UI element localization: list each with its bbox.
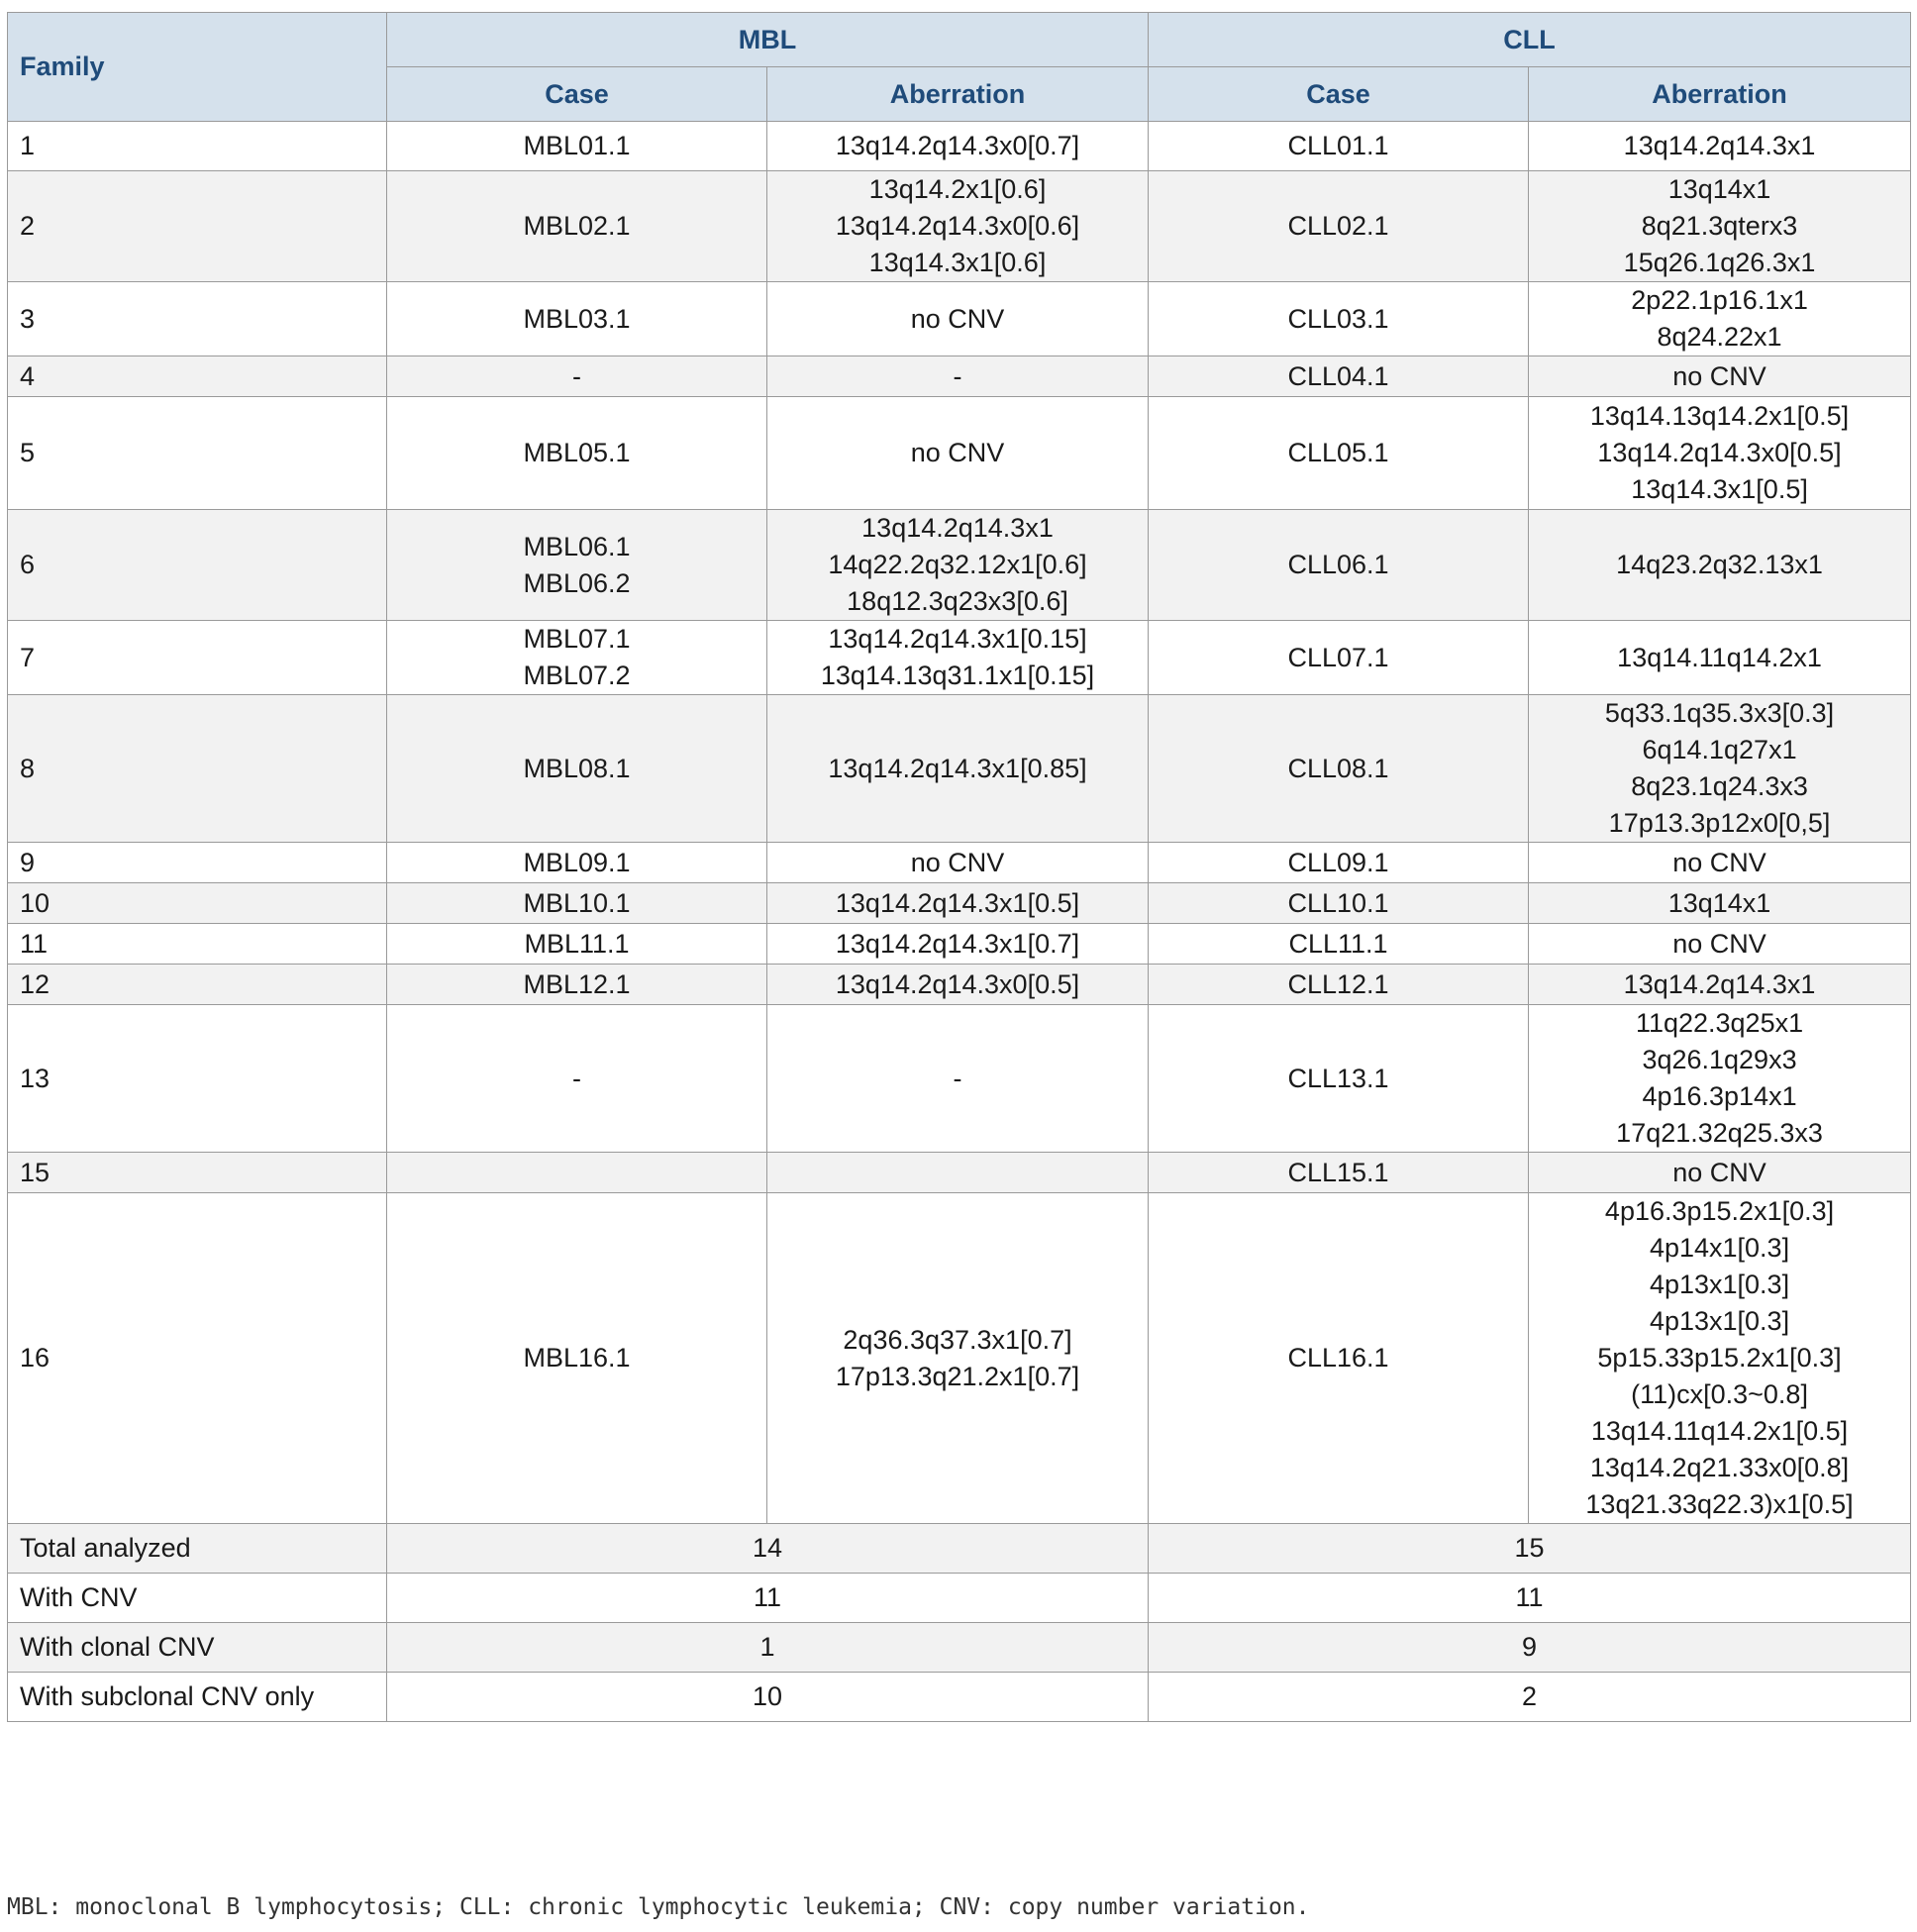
- mbl-aberration-cell-line: 18q12.3q23x3[0.6]: [847, 586, 1068, 616]
- table-body: [8, 122, 1911, 1722]
- cll-case-cell-line: CLL15.1: [1287, 1157, 1389, 1187]
- cll-aberration-cell: [1529, 171, 1911, 282]
- cll-aberration-cell-line: 13q14.13q14.2x1[0.5]: [1589, 401, 1850, 431]
- cll-aberration-cell-line: no CNV: [1672, 928, 1766, 959]
- table-row: [8, 695, 1911, 843]
- cll-aberration-cell-line: 2p22.1p16.1x1: [1631, 285, 1808, 315]
- cll-case-cell-line: CLL06.1: [1287, 550, 1389, 579]
- table-row: [8, 356, 1911, 397]
- table-row: [8, 1005, 1911, 1153]
- cll-aberration-cell: [1529, 1193, 1911, 1524]
- family-cell: 15: [8, 1153, 387, 1193]
- mbl-aberration-cell-line: no CNV: [910, 438, 1005, 467]
- table-row: [8, 122, 1911, 171]
- mbl-case-cell-line: MBL07.1: [523, 624, 631, 654]
- cll-aberration-cell: [1529, 695, 1911, 843]
- summary-label: With clonal CNV: [8, 1623, 387, 1673]
- family-cell: 9: [8, 843, 387, 883]
- cll-aberration-cell: [1529, 1153, 1911, 1193]
- cll-aberration-cell: [1529, 883, 1911, 924]
- cll-aberration-cell-line: 13q21.33q22.3)x1[0.5]: [1585, 1489, 1854, 1519]
- cll-case-cell: [1149, 1153, 1529, 1193]
- mbl-aberration-cell-line: no CNV: [910, 847, 1005, 877]
- mbl-aberration-cell: [767, 621, 1149, 695]
- mbl-case-cell-line: MBL07.2: [523, 661, 631, 690]
- mbl-case-cell: [387, 397, 767, 510]
- family-cell: 12: [8, 965, 387, 1005]
- mbl-case-cell: [387, 510, 767, 621]
- cll-case-cell: [1149, 843, 1529, 883]
- family-cell: 1: [8, 122, 387, 171]
- mbl-case-cell-line: MBL02.1: [523, 211, 631, 241]
- mbl-case-cell: [387, 1193, 767, 1524]
- table-row: [8, 1153, 1911, 1193]
- table-row: [8, 1193, 1911, 1524]
- mbl-aberration-cell: [767, 510, 1149, 621]
- mbl-aberration-cell-line: -: [953, 1063, 962, 1093]
- cll-aberration-cell-line: (11)cx[0.3~0.8]: [1631, 1379, 1808, 1409]
- header-cll-case: Case: [1149, 67, 1529, 122]
- table-row: [8, 843, 1911, 883]
- mbl-case-cell: [387, 621, 767, 695]
- cll-aberration-cell-line: 15q26.1q26.3x1: [1623, 248, 1816, 277]
- table-row: [8, 282, 1911, 356]
- summary-cll-value: 9: [1149, 1623, 1911, 1673]
- family-cell: 10: [8, 883, 387, 924]
- summary-cll-value: 11: [1149, 1574, 1911, 1623]
- cll-aberration-cell-line: no CNV: [1672, 1157, 1766, 1187]
- cll-aberration-cell-line: 13q14.2q21.33x0[0.8]: [1589, 1453, 1850, 1482]
- mbl-aberration-cell: [767, 965, 1149, 1005]
- mbl-aberration-cell-line: 13q14.2x1[0.6]: [868, 174, 1047, 204]
- summary-row: [8, 1574, 1911, 1623]
- cll-aberration-cell-line: 4p14x1[0.3]: [1649, 1233, 1790, 1263]
- header-family: Family: [8, 13, 387, 122]
- cll-aberration-cell-line: 5q33.1q35.3x3[0.3]: [1604, 698, 1835, 728]
- cll-aberration-cell: [1529, 356, 1911, 397]
- mbl-aberration-cell-line: 13q14.2q14.3x0[0.5]: [835, 968, 1080, 999]
- mbl-case-cell: [387, 883, 767, 924]
- cll-aberration-cell: [1529, 843, 1911, 883]
- cll-aberration-cell-line: 4p16.3p15.2x1[0.3]: [1604, 1196, 1835, 1226]
- cll-aberration-cell-line: 13q14.2q14.3x1: [1623, 968, 1816, 999]
- header-cll-aberration: Aberration: [1529, 67, 1911, 122]
- summary-row: [8, 1673, 1911, 1722]
- family-cell: 11: [8, 924, 387, 965]
- cll-case-cell: [1149, 924, 1529, 965]
- mbl-case-cell: [387, 282, 767, 356]
- cll-aberration-cell-line: 13q14.2q14.3x1: [1623, 131, 1816, 160]
- cll-case-cell: [1149, 171, 1529, 282]
- mbl-case-cell-line: -: [572, 1063, 581, 1093]
- mbl-case-cell-line: MBL03.1: [523, 303, 631, 334]
- summary-row: [8, 1524, 1911, 1574]
- cll-case-cell-line: CLL10.1: [1287, 887, 1389, 918]
- family-cell: 7: [8, 621, 387, 695]
- family-cell: 2: [8, 171, 387, 282]
- summary-label: With CNV: [8, 1574, 387, 1623]
- cll-aberration-cell: [1529, 397, 1911, 510]
- cll-aberration-cell-line: 3q26.1q29x3: [1642, 1045, 1797, 1074]
- mbl-case-cell: [387, 1153, 767, 1193]
- header-mbl-case: Case: [387, 67, 767, 122]
- cll-aberration-cell: [1529, 510, 1911, 621]
- cll-aberration-cell-line: 11q22.3q25x1: [1635, 1008, 1804, 1038]
- summary-mbl-value: 1: [387, 1623, 1149, 1673]
- mbl-case-cell-line: MBL06.1: [523, 531, 631, 561]
- mbl-aberration-cell-line: 13q14.2q14.3x1[0.85]: [828, 753, 1087, 783]
- mbl-aberration-cell-line: -: [953, 360, 962, 391]
- cll-case-cell: [1149, 695, 1529, 843]
- cll-case-cell: [1149, 282, 1529, 356]
- mbl-aberration-cell: [767, 122, 1149, 171]
- family-cell: 3: [8, 282, 387, 356]
- family-cell: 4: [8, 356, 387, 397]
- mbl-case-cell-line: MBL16.1: [523, 1343, 631, 1373]
- mbl-aberration-cell: [767, 695, 1149, 843]
- family-cell: 16: [8, 1193, 387, 1524]
- mbl-aberration-cell-line: 13q14.2q14.3x1: [861, 513, 1054, 543]
- mbl-aberration-cell-line: no CNV: [910, 303, 1005, 334]
- mbl-aberration-cell: [767, 883, 1149, 924]
- table-row: [8, 171, 1911, 282]
- cll-aberration-cell-line: 13q14.3x1[0.5]: [1631, 474, 1808, 504]
- summary-row: [8, 1623, 1911, 1673]
- header-cll: CLL: [1149, 13, 1911, 67]
- cll-aberration-cell-line: 17q21.32q25.3x3: [1616, 1118, 1823, 1148]
- cll-case-cell-line: CLL05.1: [1287, 438, 1389, 467]
- mbl-case-cell-line: MBL05.1: [523, 438, 631, 467]
- cll-case-cell-line: CLL09.1: [1287, 847, 1389, 877]
- mbl-aberration-cell: [767, 171, 1149, 282]
- mbl-aberration-cell: [767, 843, 1149, 883]
- cll-aberration-cell-line: 8q24.22x1: [1657, 322, 1782, 352]
- header-mbl-aberration: Aberration: [767, 67, 1149, 122]
- cll-case-cell-line: CLL16.1: [1287, 1343, 1389, 1373]
- mbl-case-cell: [387, 356, 767, 397]
- cll-case-cell-line: CLL11.1: [1288, 928, 1388, 959]
- mbl-aberration-cell-line: 17p13.3q21.2x1[0.7]: [835, 1361, 1080, 1391]
- cll-aberration-cell-line: 13q14.11q14.2x1[0.5]: [1590, 1416, 1849, 1446]
- mbl-case-cell-line: MBL08.1: [523, 753, 631, 783]
- cll-case-cell: [1149, 1005, 1529, 1153]
- mbl-aberration-cell-line: 13q14.2q14.3x1[0.15]: [828, 624, 1087, 654]
- table-row: [8, 510, 1911, 621]
- cll-case-cell: [1149, 510, 1529, 621]
- table-row: [8, 397, 1911, 510]
- family-cell: 13: [8, 1005, 387, 1153]
- cll-aberration-cell: [1529, 282, 1911, 356]
- mbl-case-cell-line: MBL01.1: [523, 131, 631, 160]
- cll-case-cell-line: CLL04.1: [1287, 360, 1389, 391]
- cll-case-cell-line: CLL03.1: [1287, 303, 1389, 334]
- cll-case-cell-line: CLL12.1: [1287, 968, 1389, 999]
- mbl-case-cell: [387, 122, 767, 171]
- cll-aberration-cell-line: 13q14.2q14.3x0[0.5]: [1597, 438, 1842, 467]
- mbl-aberration-cell-line: 13q14.3x1[0.6]: [868, 248, 1047, 277]
- mbl-case-cell: [387, 695, 767, 843]
- cll-case-cell-line: CLL13.1: [1287, 1063, 1389, 1093]
- mbl-aberration-cell-line: 14q22.2q32.12x1[0.6]: [828, 550, 1087, 579]
- cll-aberration-cell-line: 4p16.3p14x1: [1642, 1081, 1797, 1111]
- cll-aberration-cell: [1529, 965, 1911, 1005]
- cll-case-cell-line: CLL02.1: [1287, 211, 1389, 241]
- cll-aberration-cell-line: 13q14x1: [1667, 174, 1771, 204]
- family-cell: 6: [8, 510, 387, 621]
- cll-aberration-cell-line: 13q14.11q14.2x1: [1617, 642, 1822, 672]
- summary-cll-value: 2: [1149, 1673, 1911, 1722]
- cll-aberration-cell-line: 8q21.3qterx3: [1641, 211, 1798, 241]
- mbl-case-cell: [387, 1005, 767, 1153]
- cll-aberration-cell-line: 4p13x1[0.3]: [1649, 1306, 1790, 1336]
- mbl-aberration-cell: [767, 1153, 1149, 1193]
- mbl-case-cell-line: MBL11.1: [524, 928, 630, 959]
- cnv-table: [7, 12, 1911, 1722]
- cll-aberration-cell: [1529, 122, 1911, 171]
- mbl-case-cell-line: -: [572, 360, 581, 391]
- summary-mbl-value: 10: [387, 1673, 1149, 1722]
- mbl-aberration-cell-line: 13q14.2q14.3x1[0.5]: [835, 887, 1080, 918]
- cll-case-cell: [1149, 122, 1529, 171]
- mbl-aberration-cell: [767, 1005, 1149, 1153]
- cll-aberration-cell-line: 6q14.1q27x1: [1642, 735, 1797, 764]
- cll-case-cell: [1149, 965, 1529, 1005]
- summary-mbl-value: 14: [387, 1524, 1149, 1574]
- cll-case-cell-line: CLL08.1: [1287, 753, 1389, 783]
- cll-case-cell: [1149, 883, 1529, 924]
- cll-case-cell: [1149, 397, 1529, 510]
- cll-aberration-cell-line: 8q23.1q24.3x3: [1631, 771, 1808, 801]
- mbl-aberration-cell: [767, 397, 1149, 510]
- mbl-case-cell: [387, 924, 767, 965]
- cll-aberration-cell-line: 14q23.2q32.13x1: [1616, 550, 1823, 579]
- mbl-case-cell-line: MBL06.2: [523, 567, 631, 598]
- family-cell: 8: [8, 695, 387, 843]
- mbl-case-cell: [387, 965, 767, 1005]
- mbl-aberration-cell-line: 13q14.2q14.3x1[0.7]: [835, 928, 1080, 959]
- cll-case-cell: [1149, 1193, 1529, 1524]
- mbl-aberration-cell-line: 13q14.2q14.3x0[0.7]: [835, 131, 1080, 160]
- mbl-aberration-cell-line: 13q14.2q14.3x0[0.6]: [835, 211, 1080, 241]
- cll-aberration-cell-line: 5p15.33p15.2x1[0.3]: [1597, 1343, 1842, 1373]
- cll-aberration-cell-line: 17p13.3p12x0[0,5]: [1608, 808, 1831, 838]
- mbl-aberration-cell-line: 2q36.3q37.3x1[0.7]: [843, 1324, 1072, 1355]
- table-row: [8, 965, 1911, 1005]
- footnote: MBL: monoclonal B lymphocytosis; CLL: chronic lymphocytic leukemia; CNV: copy number variation.: [7, 1894, 1310, 1920]
- mbl-aberration-cell: [767, 282, 1149, 356]
- cll-aberration-cell: [1529, 1005, 1911, 1153]
- cll-aberration-cell-line: 13q14x1: [1667, 887, 1771, 918]
- mbl-case-cell-line: MBL09.1: [523, 847, 631, 877]
- summary-label: With subclonal CNV only: [8, 1673, 387, 1722]
- cll-aberration-cell: [1529, 924, 1911, 965]
- cll-aberration-cell-line: 4p13x1[0.3]: [1649, 1270, 1790, 1299]
- mbl-case-cell: [387, 843, 767, 883]
- summary-label: Total analyzed: [8, 1524, 387, 1574]
- cll-case-cell-line: CLL01.1: [1287, 131, 1389, 160]
- mbl-aberration-cell: [767, 1193, 1149, 1524]
- cll-aberration-cell-line: no CNV: [1672, 847, 1766, 877]
- summary-mbl-value: 11: [387, 1574, 1149, 1623]
- table-row: [8, 621, 1911, 695]
- mbl-aberration-cell-line: 13q14.13q31.1x1[0.15]: [820, 661, 1095, 690]
- summary-cll-value: 15: [1149, 1524, 1911, 1574]
- table-row: [8, 924, 1911, 965]
- header-mbl: MBL: [387, 13, 1149, 67]
- cll-case-cell-line: CLL07.1: [1287, 642, 1389, 672]
- mbl-case-cell-line: MBL10.1: [523, 887, 631, 918]
- mbl-aberration-cell: [767, 924, 1149, 965]
- cll-aberration-cell: [1529, 621, 1911, 695]
- mbl-case-cell: [387, 171, 767, 282]
- mbl-case-cell-line: MBL12.1: [523, 968, 631, 999]
- cll-aberration-cell-line: no CNV: [1672, 360, 1766, 391]
- mbl-aberration-cell: [767, 356, 1149, 397]
- table-row: [8, 883, 1911, 924]
- family-cell: 5: [8, 397, 387, 510]
- cll-case-cell: [1149, 356, 1529, 397]
- cll-case-cell: [1149, 621, 1529, 695]
